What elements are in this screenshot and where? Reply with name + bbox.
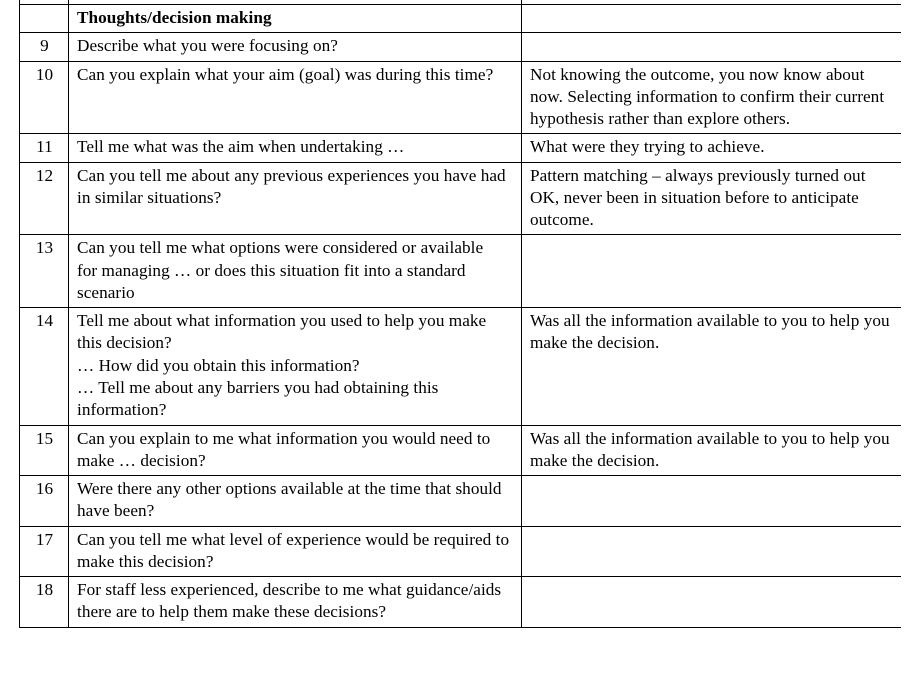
interview-question-table <box>19 0 901 628</box>
row-number-cell: 15 <box>20 425 69 476</box>
row-question-cell: Were there any other options available at the time that should have been? <box>69 476 522 527</box>
row-note-cell: Was all the information available to you to help you make the decision. <box>522 308 902 425</box>
table-clip-region <box>19 0 901 674</box>
row-number-cell: 14 <box>20 308 69 425</box>
table-row <box>20 308 902 425</box>
row-question-cell: Can you tell me what level of experience would be required to make this decision? <box>69 526 522 577</box>
row-note-cell <box>522 577 902 628</box>
table-row <box>20 162 902 235</box>
row-number-cell: 13 <box>20 235 69 308</box>
row-note-cell <box>522 33 902 61</box>
row-number-cell: 10 <box>20 61 69 134</box>
row-number-cell: 18 <box>20 577 69 628</box>
table-row <box>20 134 902 162</box>
row-question-cell: Can you explain to me what information you would need to make … decision? <box>69 425 522 476</box>
row-number-cell <box>20 5 69 33</box>
question-line: Can you tell me what options were considered or available <box>77 238 484 258</box>
row-note-cell: Was all the information available to you to help you make the decision. <box>522 425 902 476</box>
row-question-cell: Can you tell me about any previous experiences you have had in similar situations? <box>69 162 522 235</box>
row-number-cell: 12 <box>20 162 69 235</box>
row-note-cell <box>522 476 902 527</box>
row-question-cell: Describe what you were focusing on? <box>69 33 522 61</box>
row-note-cell <box>522 5 902 33</box>
row-question-cell: Can you explain what your aim (goal) was during this time? <box>69 61 522 134</box>
row-note-cell: What were they trying to achieve. <box>522 134 902 162</box>
section-heading: Thoughts/decision making <box>69 5 522 33</box>
row-note-cell: Not knowing the outcome, you now know about now. Selecting information to confirm their current hypothesis rather than explore others. <box>522 61 902 134</box>
row-number-cell: 16 <box>20 476 69 527</box>
table-row <box>20 425 902 476</box>
row-question-cell <box>69 308 522 425</box>
table-row <box>20 33 902 61</box>
table-row <box>20 235 902 308</box>
row-number-cell: 9 <box>20 33 69 61</box>
table-row <box>20 526 902 577</box>
row-note-cell <box>522 235 902 308</box>
question-line: … How did you obtain this information? <box>77 355 360 375</box>
row-question-cell <box>69 235 522 308</box>
row-note-cell <box>522 526 902 577</box>
row-number-cell: 11 <box>20 134 69 162</box>
row-note-cell: Pattern matching – always previously turned out OK, never been in situation before to anticipate outcome. <box>522 162 902 235</box>
table-row <box>20 61 902 134</box>
table-row-section-heading <box>20 5 902 33</box>
table-row <box>20 476 902 527</box>
row-question-cell: For staff less experienced, describe to me what guidance/aids there are to help them make these decisions? <box>69 577 522 628</box>
question-line: Tell me about what information you used to help you make this decision? <box>77 311 491 353</box>
table-row <box>20 577 902 628</box>
row-number-cell: 17 <box>20 526 69 577</box>
question-line: … Tell me about any barriers you had obtaining this information? <box>77 377 443 420</box>
row-question-cell: Tell me what was the aim when undertaking … <box>69 134 522 162</box>
question-line: for managing … or does this situation fit into a standard scenario <box>77 260 470 302</box>
